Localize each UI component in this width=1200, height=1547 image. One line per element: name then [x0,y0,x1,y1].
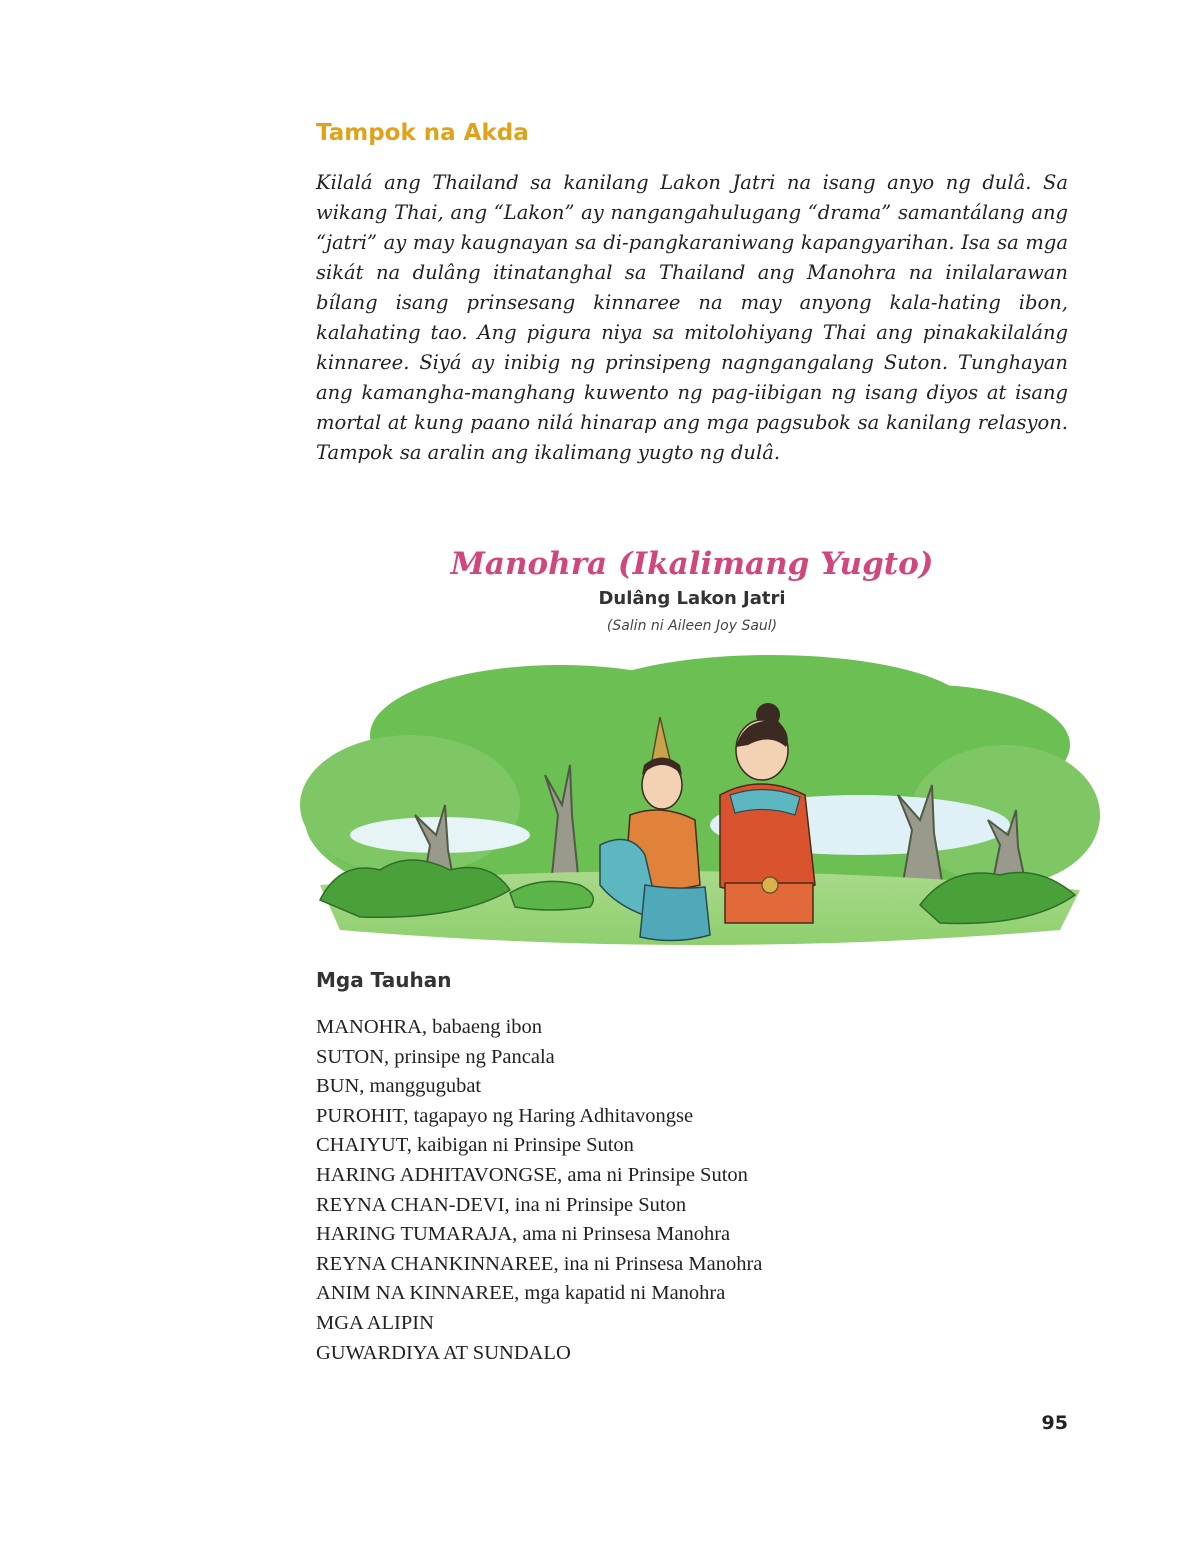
cast-list [316,1013,762,1368]
cast-member: SUTON, prinsipe ng Pancala [316,1045,555,1068]
section-heading: Tampok na Akda [316,120,529,146]
translator-credit: (Salin ni Aileen Joy Saul) [606,618,778,634]
cast-member: MANOHRA, babaeng ibon [316,1016,543,1038]
play-title: Manohra (Ikalimang Yugto) [450,546,934,582]
cast-member: HARING TUMARAJA, ama ni Prinsesa Manohra [316,1223,731,1246]
cast-member: MGA ALIPIN [316,1311,434,1334]
cast-member: REYNA CHANKINNAREE, ina ni Prinsesa Manohra [316,1252,763,1275]
play-subtitle: Dulâng Lakon Jatri [598,588,786,609]
cast-member: HARING ADHITAVONGSE, ama ni Prinsipe Suton [316,1163,748,1186]
intro-paragraph: Kilalá ang Thailand sa kanilang Lakon Jatri na isang anyo ng dulâ. Sa wikang Thai, ang “Lakon” ay nangangahulugang “drama” samantálang ang “jatri” ay may kaugnayan sa di-pangkaraniwang kapangyarihan. Isa sa mga sikát na dulâng itinatanghal sa Thailand ang Manohra na inilalarawan bílang isang prinsesang kinnaree na may anyong kala-hating ibon, kalahating tao. Ang pigura niya sa mitolohiyang Thai ang pinakakilaláng kinnaree. Siyá ay inibig ng prinsipeng nagngangalang Suton. Tunghayan ang kamangha-manghang kuwento ng pag-iibigan ng isang diyos at isang mortal at kung paano nilá hinarap ang mga pagsubok sa kanilang relasyon. Tampok sa aralin ang ikalimang yugto ng dulâ. [316,171,1068,464]
cast-member: GUWARDIYA AT SUNDALO [316,1341,571,1364]
page-number: 95 [1041,1412,1068,1434]
cast-heading: Mga Tauhan [316,968,452,992]
cast-member: PUROHIT, tagapayo ng Haring Adhitavongse [316,1104,694,1127]
cast-member: ANIM NA KINNAREE, mga kapatid ni Manohra [316,1282,726,1305]
cast-member: BUN, manggugubat [316,1075,482,1098]
illustration-svg [300,655,1100,960]
prince-and-kinnaree-illustration [300,655,1100,960]
cast-member: REYNA CHAN-DEVI, ina ni Prinsipe Suton [316,1193,687,1216]
cast-member: CHAIYUT, kaibigan ni Prinsipe Suton [316,1134,634,1157]
